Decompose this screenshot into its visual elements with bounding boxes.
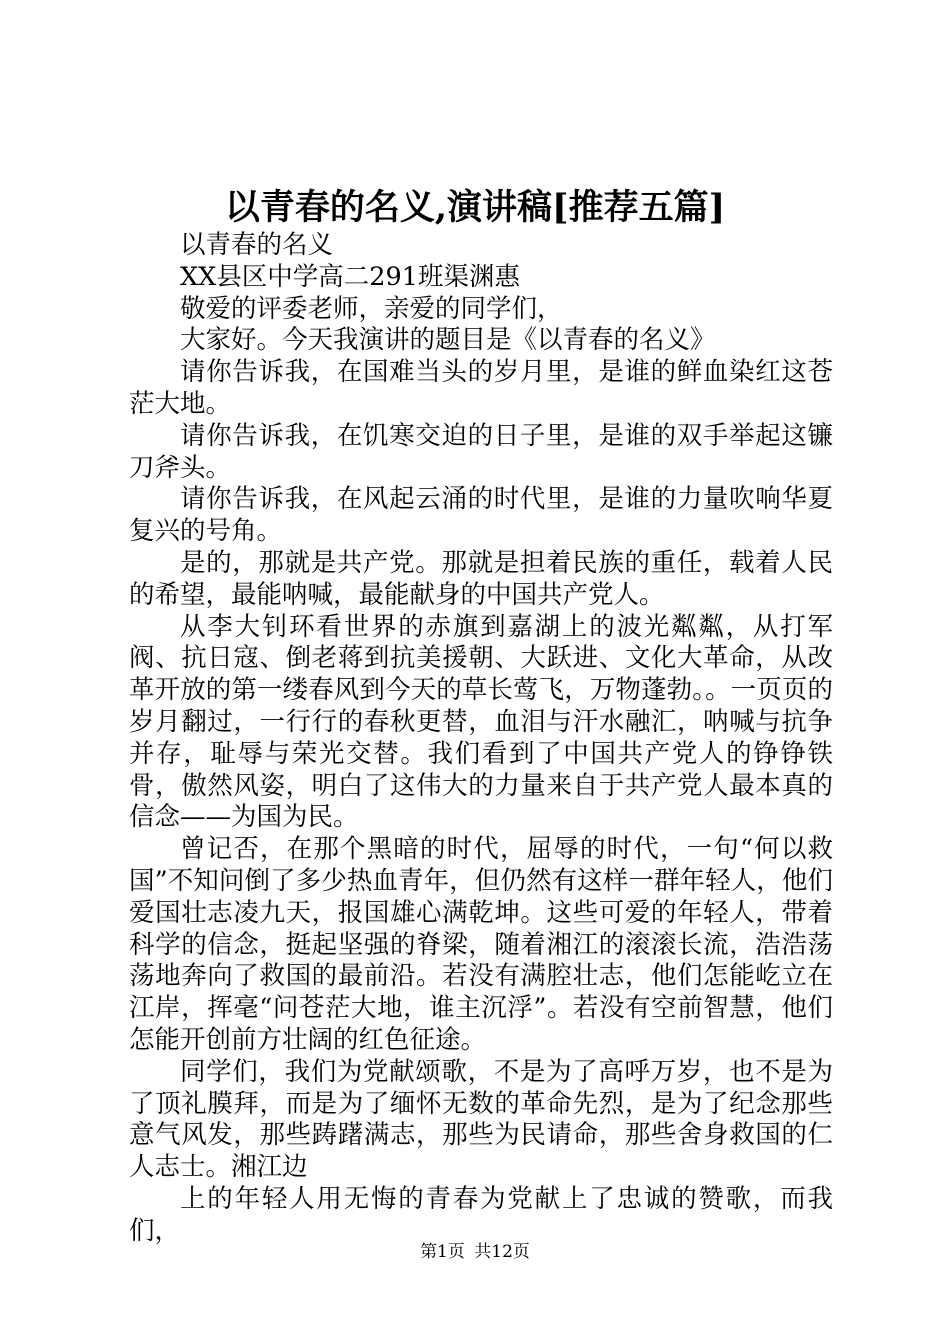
page-total: 共12页 [474,1242,530,1262]
paragraph: 从李大钊环看世界的赤旗到嘉湖上的波光粼粼，从打军阀、抗日寇、倒老蒋到抗美援朝、大跃进、文化大革命，从改革开放的第一缕春风到今天的草长莺飞，万物蓬勃。。一页页的岁月翻过，一行行的春秋更替，血泪与汗水融汇，呐喊与抗争并存，耻辱与荣光交替。我们看到了中国共产党人的铮铮铁骨，傲然风姿，明白了这伟大的力量来自于共产党人最本真的信念——为国为民。 [129,611,833,833]
paragraph: 曾记否，在那个黑暗的时代，屈辱的时代，一句“何以救国”不知问倒了多少热血青年，但仍然有这样一群年轻人，他们爱国壮志凌九天，报国雄心满乾坤。这些可爱的年轻人，带着科学的信念，挺起坚强的脊梁，随着湘江的滚滚长流，浩浩荡荡地奔向了救国的最前沿。若没有满腔壮志，他们怎能屹立在江岸，挥毫“问苍茫大地，谁主沉浮”。若没有空前智慧，他们怎能开创前方壮阔的红色征途。 [129,834,833,1055]
paragraph: XX县区中学高二291班渠渊惠 [180,261,520,292]
document-body [129,230,833,1248]
page-footer [0,1240,950,1264]
paragraph: 敬爱的评委老师，亲爱的同学们， [180,293,563,324]
paragraph: 以青春的名义 [180,230,334,260]
paragraph: 请你告诉我，在风起云涌的时代里，是谁的力量吹响华夏复兴的号角。 [129,484,833,547]
page-number: 第1页 [420,1242,465,1262]
paragraph: 请你告诉我，在国难当头的岁月里，是谁的鲜血染红这苍茫大地。 [129,357,833,419]
paragraph: 同学们，我们为党献颂歌，不是为了高呼万岁，也不是为了顶礼膜拜，而是为了缅怀无数的革命先烈，是为了纪念那些意气风发，那些踌躇满志，那些为民请命，那些舍身救国的仁人志士。湘江边 [129,1056,833,1183]
paragraph: 请你告诉我，在饥寒交迫的日子里，是谁的双手举起这镰刀斧头。 [129,420,833,483]
paragraph: 是的，那就是共产党。那就是担着民族的重任，载着人民的希望，最能呐喊，最能献身的中国共产党人。 [129,547,833,610]
paragraph: 上的年轻人用无悔的青春为党献上了忠诚的赞歌，而我们， [129,1183,833,1246]
document-title: 以青春的名义,演讲稿[推荐五篇] [224,187,726,228]
paragraph: 大家好。今天我演讲的题目是《以青春的名义》 [180,325,716,356]
